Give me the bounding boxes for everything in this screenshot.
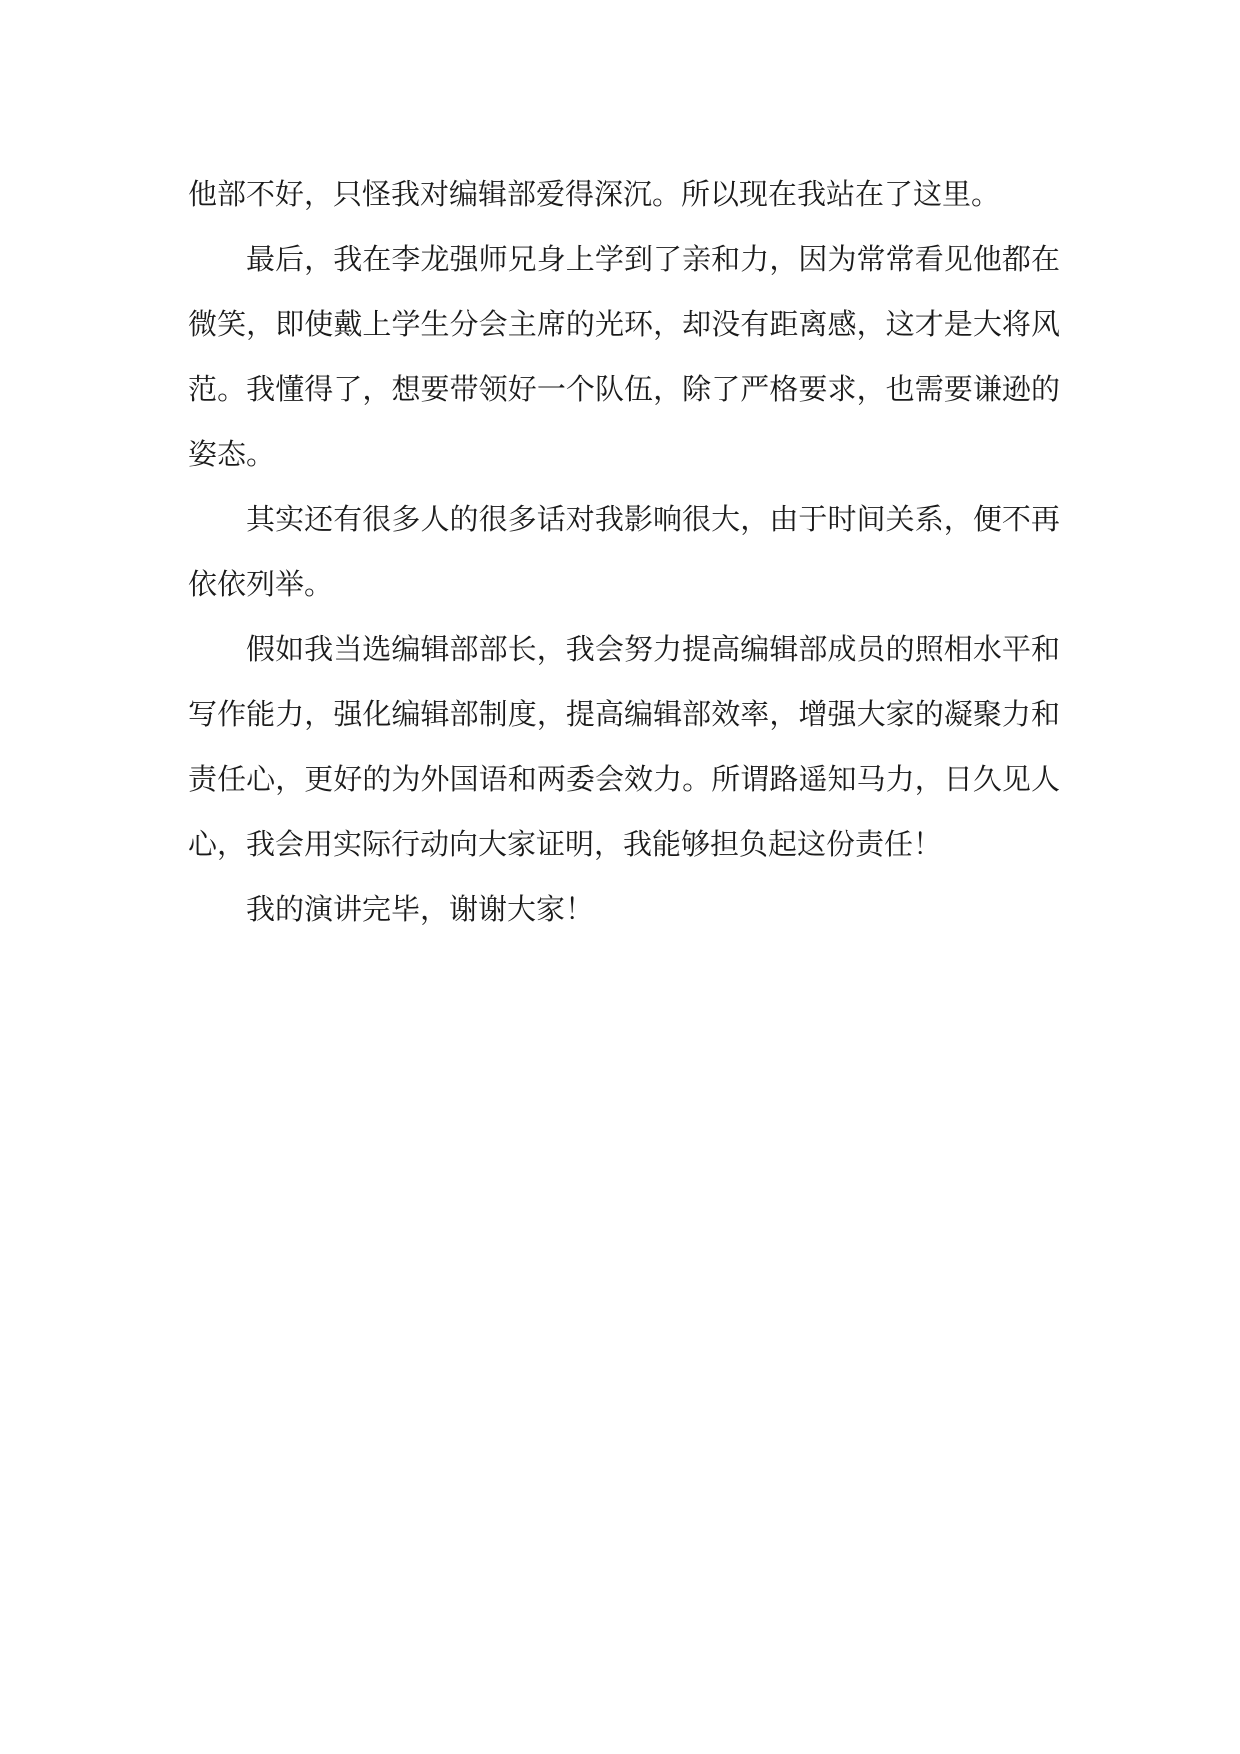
paragraph-continuation: 他部不好，只怪我对编辑部爱得深沉。所以现在我站在了这里。 <box>188 177 1001 211</box>
document-body <box>188 162 1060 942</box>
paragraph-kinship: 最后，我在李龙强师兄身上学到了亲和力，因为常常看见他都在微笑，即使戴上学生分会主席的光环，却没有距离感，这才是大将风范。我懂得了，想要带领好一个队伍，除了严格要求，也需要谦逊的姿态。 <box>188 242 1060 471</box>
paragraph-closing: 我的演讲完毕，谢谢大家！ <box>246 892 595 926</box>
paragraph-pledge: 假如我当选编辑部部长，我会努力提高编辑部成员的照相水平和写作能力，强化编辑部制度，提高编辑部效率，增强大家的凝聚力和责任心，更好的为外国语和两委会效力。所谓路遥知马力，日久见人心，我会用实际行动向大家证明，我能够担负起这份责任！ <box>188 632 1060 861</box>
paragraph-others: 其实还有很多人的很多话对我影响很大，由于时间关系，便不再依依列举。 <box>188 502 1060 601</box>
